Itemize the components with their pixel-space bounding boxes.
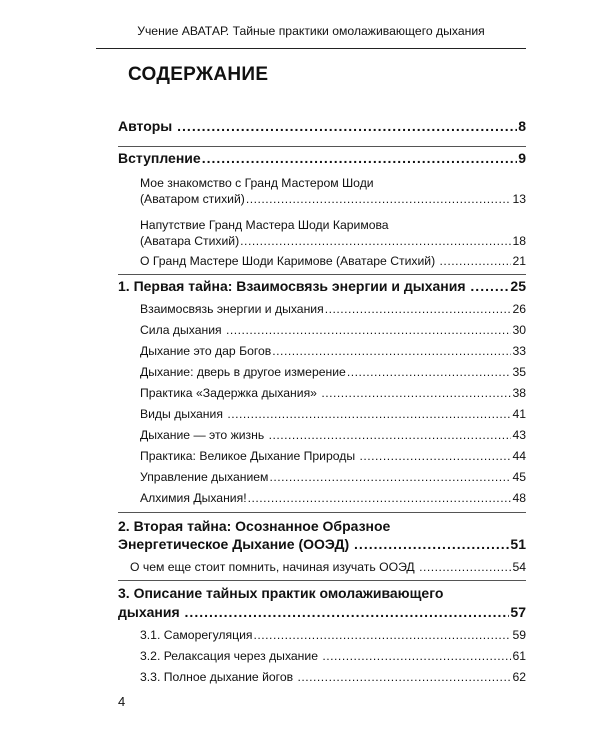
toc-leader-dots: [269, 428, 512, 443]
toc-entry-page: 62: [512, 670, 526, 684]
toc-entry-label: 3.1. Саморегуляция: [140, 628, 253, 642]
toc-leader-dots: [297, 670, 511, 685]
toc-leader-dots: [227, 407, 511, 422]
toc-entry-label: Дыхание — это жизнь: [140, 428, 268, 442]
section-separator: [118, 274, 526, 275]
toc-entry-label: Вступление: [118, 150, 201, 166]
toc-entry-label: (Аватаром стихий): [140, 192, 245, 206]
toc-leader-dots: [354, 536, 509, 554]
toc-entry-label: Управление дыханием: [140, 470, 269, 484]
book-page: [96, 10, 526, 730]
toc-entry-label: Сила дыхания: [140, 323, 226, 337]
toc-entry-page: 38: [512, 386, 526, 400]
toc-entry-ch1-5: [140, 386, 526, 401]
toc-title: СОДЕРЖАНИЕ: [128, 64, 269, 85]
toc-leader-dots: [321, 386, 511, 401]
toc-entry-ch1-9: [140, 470, 526, 485]
toc-entry-label: Алхимия Дыхания!: [140, 491, 247, 505]
toc-leader-dots: [325, 302, 512, 317]
toc-entry-label: Дыхание это дар Богов: [140, 344, 272, 358]
toc-entry-label: (Аватара Стихий): [140, 234, 240, 248]
toc-entry-ch1-7: [140, 428, 526, 443]
toc-entry-intro-2: [140, 234, 526, 249]
toc-entry-label: 1. Первая тайна: Взаимосвязь энергии и дыхания: [118, 278, 470, 294]
section-separator: [118, 580, 526, 581]
toc-leader-dots: [246, 192, 512, 207]
toc-entry-label: Дыхание: дверь в другое измерение: [140, 365, 346, 379]
toc-entry-page: 18: [512, 234, 526, 248]
toc-entry-intro-1-line1: Мое знакомство с Гранд Мастером Шоди: [140, 176, 374, 190]
section-separator: [118, 512, 526, 513]
toc-entry-intro-1: [140, 192, 526, 207]
toc-leader-dots: [360, 449, 512, 464]
toc-entry-chapter-2-line1: 2. Вторая тайна: Осознанное Образное: [118, 518, 391, 534]
toc-entry-ch1-4: [140, 365, 526, 380]
toc-entry-ch1-6: [140, 407, 526, 422]
toc-leader-dots: [177, 118, 517, 136]
toc-entry-chapter-3-line1: 3. Описание тайных практик омолаживающего: [118, 585, 444, 601]
toc-entry-page: 41: [512, 407, 526, 421]
toc-entry-ch1-10: [140, 491, 526, 506]
toc-entry-label: О чем еще стоит помнить, начиная изучать ООЭД: [130, 560, 419, 574]
toc-entry-label: Взаимосвязь энергии и дыхания: [140, 302, 324, 316]
toc-entry-chapter-1: [118, 278, 526, 296]
toc-leader-dots: [254, 628, 512, 643]
toc-leader-dots: [419, 560, 511, 575]
toc-leader-dots: [202, 150, 518, 168]
toc-leader-dots: [269, 470, 511, 485]
toc-entry-label: Энергетическое Дыхание (ООЭД): [118, 536, 354, 552]
toc-entry-label: дыхания: [118, 604, 184, 620]
toc-entry-label: Виды дыхания: [140, 407, 227, 421]
section-separator: [118, 146, 526, 147]
toc-entry-page: 13: [512, 192, 526, 206]
toc-entry-intro-2-line1: Напутствие Гранд Мастера Шоди Каримова: [140, 218, 389, 232]
toc-entry-page: 9: [518, 150, 526, 166]
toc-leader-dots: [240, 234, 511, 249]
toc-entry-label: Практика: Великое Дыхание Природы: [140, 449, 359, 463]
toc-entry-chapter-2: [118, 536, 526, 554]
toc-entry-label: 3.2. Релаксация через дыхание: [140, 649, 322, 663]
toc-entry-page: 21: [512, 254, 526, 268]
toc-entry-page: 44: [512, 449, 526, 463]
toc-entry-ch1-2: [140, 323, 526, 338]
header-rule: [96, 48, 526, 49]
toc-entry-page: 61: [512, 649, 526, 663]
toc-entry-page: 33: [512, 344, 526, 358]
toc-entry-page: 54: [512, 560, 526, 574]
toc-entry-ch3-2: [140, 649, 526, 664]
toc-entry-ch1-1: [140, 302, 526, 317]
toc-leader-dots: [272, 344, 511, 359]
toc-entry-intro-3: [140, 254, 526, 269]
toc-leader-dots: [248, 491, 512, 506]
toc-entry-page: 48: [512, 491, 526, 505]
toc-leader-dots: [226, 323, 511, 338]
toc-entry-page: 25: [510, 278, 526, 294]
toc-entry-page: 51: [510, 536, 526, 552]
toc-entry-ch1-8: [140, 449, 526, 464]
toc-entry-page: 30: [512, 323, 526, 337]
toc-entry-ch3-3: [140, 670, 526, 685]
toc-entry-page: 45: [512, 470, 526, 484]
toc-entry-page: 26: [512, 302, 526, 316]
toc-leader-dots: [470, 278, 509, 296]
toc-entry-label: О Гранд Мастере Шоди Каримове (Аватаре Стихий): [140, 254, 439, 268]
toc-entry-ch2-1: [130, 560, 526, 575]
toc-leader-dots: [347, 365, 512, 380]
page-number: 4: [118, 694, 126, 709]
toc-entry-chapter-3: [118, 604, 526, 622]
toc-leader-dots: [440, 254, 512, 269]
toc-entry-page: 8: [518, 118, 526, 134]
toc-entry-page: 43: [512, 428, 526, 442]
toc-leader-dots: [185, 604, 510, 622]
toc-entry-label: Авторы: [118, 118, 177, 134]
toc-entry-page: 35: [512, 365, 526, 379]
toc-entry-ch1-3: [140, 344, 526, 359]
toc-entry-intro: [118, 150, 526, 168]
toc-entry-ch3-1: [140, 628, 526, 643]
toc-entry-page: 57: [510, 604, 526, 620]
toc-entry-label: 3.3. Полное дыхание йогов: [140, 670, 297, 684]
toc-entry-label: Практика «Задержка дыхания»: [140, 386, 321, 400]
toc-entry-authors: [118, 118, 526, 136]
running-header: Учение АВАТАР. Тайные практики омолаживающего дыхания: [137, 24, 485, 38]
toc-leader-dots: [322, 649, 511, 664]
toc-entry-page: 59: [512, 628, 526, 642]
